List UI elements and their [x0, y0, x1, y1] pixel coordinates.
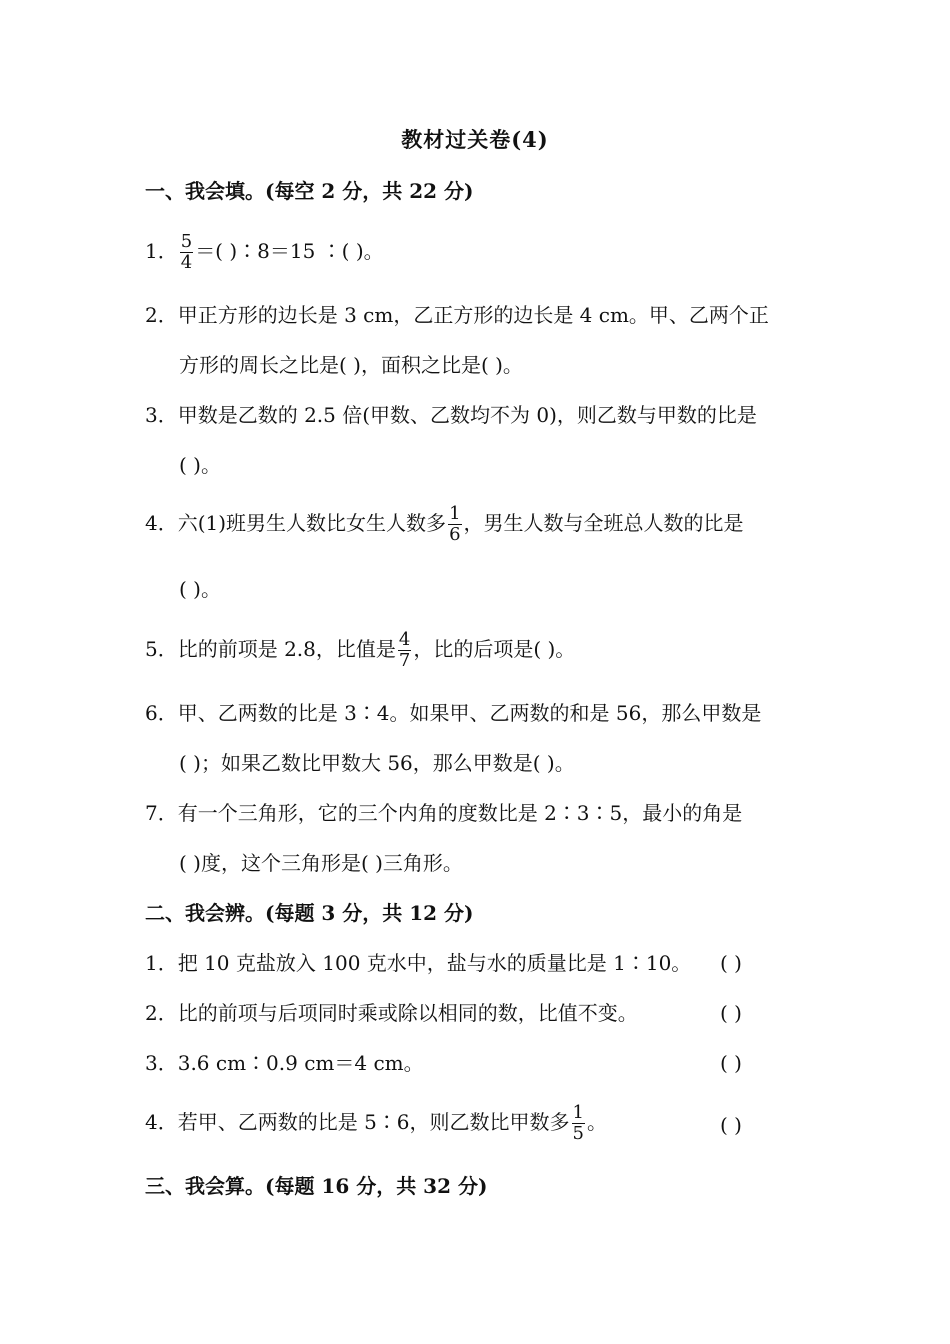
- question-1-6-line2: ( )；如果乙数比甲数大 56，那么甲数是( )。: [179, 751, 575, 775]
- question-1-5: [145, 630, 575, 671]
- section-3-heading: 三、我会算。(每题 16 分，共 32 分): [145, 1174, 488, 1198]
- section-2-heading: 二、我会辨。(每题 3 分，共 12 分): [145, 901, 474, 925]
- question-1-2-line2: 方形的周长之比是( )，面积之比是( )。: [179, 353, 523, 377]
- question-text: 4．若甲、乙两数的比是 5∶6，则乙数比甲数多: [145, 1110, 570, 1134]
- question-2-1: 1．把 10 克盐放入 100 克水中，盐与水的质量比是 1∶10。: [145, 951, 692, 975]
- answer-blank-2-3[interactable]: ( ): [720, 1051, 742, 1075]
- fraction-1-5: $\frac{1}{5}$: [572, 1102, 584, 1144]
- question-text: ＝( )∶8＝15 ∶( )。: [195, 239, 384, 263]
- fraction-5-4: $\frac{5}{4}$: [180, 231, 193, 273]
- question-1-4-line1: [145, 504, 744, 545]
- question-2-4: [145, 1103, 607, 1144]
- question-1-3-line2: ( )。: [179, 453, 221, 477]
- question-2-2: 2．比的前项与后项同时乘或除以相同的数，比值不变。: [145, 1001, 638, 1025]
- question-text: 5．比的前项是 2.8，比值是: [145, 637, 396, 661]
- question-1-4-line2: ( )。: [179, 577, 221, 601]
- question-1-3-line1: 3．甲数是乙数的 2.5 倍(甲数、乙数均不为 0)，则乙数与甲数的比是: [145, 403, 757, 427]
- question-1-7-line1: 7．有一个三角形，它的三个内角的度数比是 2∶3∶5，最小的角是: [145, 801, 743, 825]
- section-1-heading: 一、我会填。(每空 2 分，共 22 分): [145, 179, 474, 203]
- answer-blank-2-4[interactable]: ( ): [720, 1113, 742, 1137]
- question-text-suffix: ，男生人数与全班总人数的比是: [463, 511, 744, 535]
- question-1-1: [145, 232, 384, 273]
- page-title: 教材过关卷(4): [401, 127, 549, 152]
- question-text-suffix: ，比的后项是( )。: [413, 637, 576, 661]
- fraction-1-6: $\frac{1}{6}$: [449, 503, 461, 545]
- question-text-suffix: 。: [586, 1110, 607, 1134]
- question-text: 4．六(1)班男生人数比女生人数多: [145, 511, 447, 535]
- question-number: 1．: [145, 239, 178, 263]
- question-2-3: 3．3.6 cm∶0.9 cm＝4 cm。: [145, 1051, 424, 1075]
- question-1-2-line1: 2．甲正方形的边长是 3 cm，乙正方形的边长是 4 cm。甲、乙两个正: [145, 303, 769, 327]
- answer-blank-2-2[interactable]: ( ): [720, 1001, 742, 1025]
- question-1-7-line2: ( )度，这个三角形是( )三角形。: [179, 851, 463, 875]
- fraction-4-7: $\frac{4}{7}$: [398, 629, 411, 671]
- answer-blank-2-1[interactable]: ( ): [720, 951, 742, 975]
- question-1-6-line1: 6．甲、乙两数的比是 3∶4。如果甲、乙两数的和是 56，那么甲数是: [145, 701, 762, 725]
